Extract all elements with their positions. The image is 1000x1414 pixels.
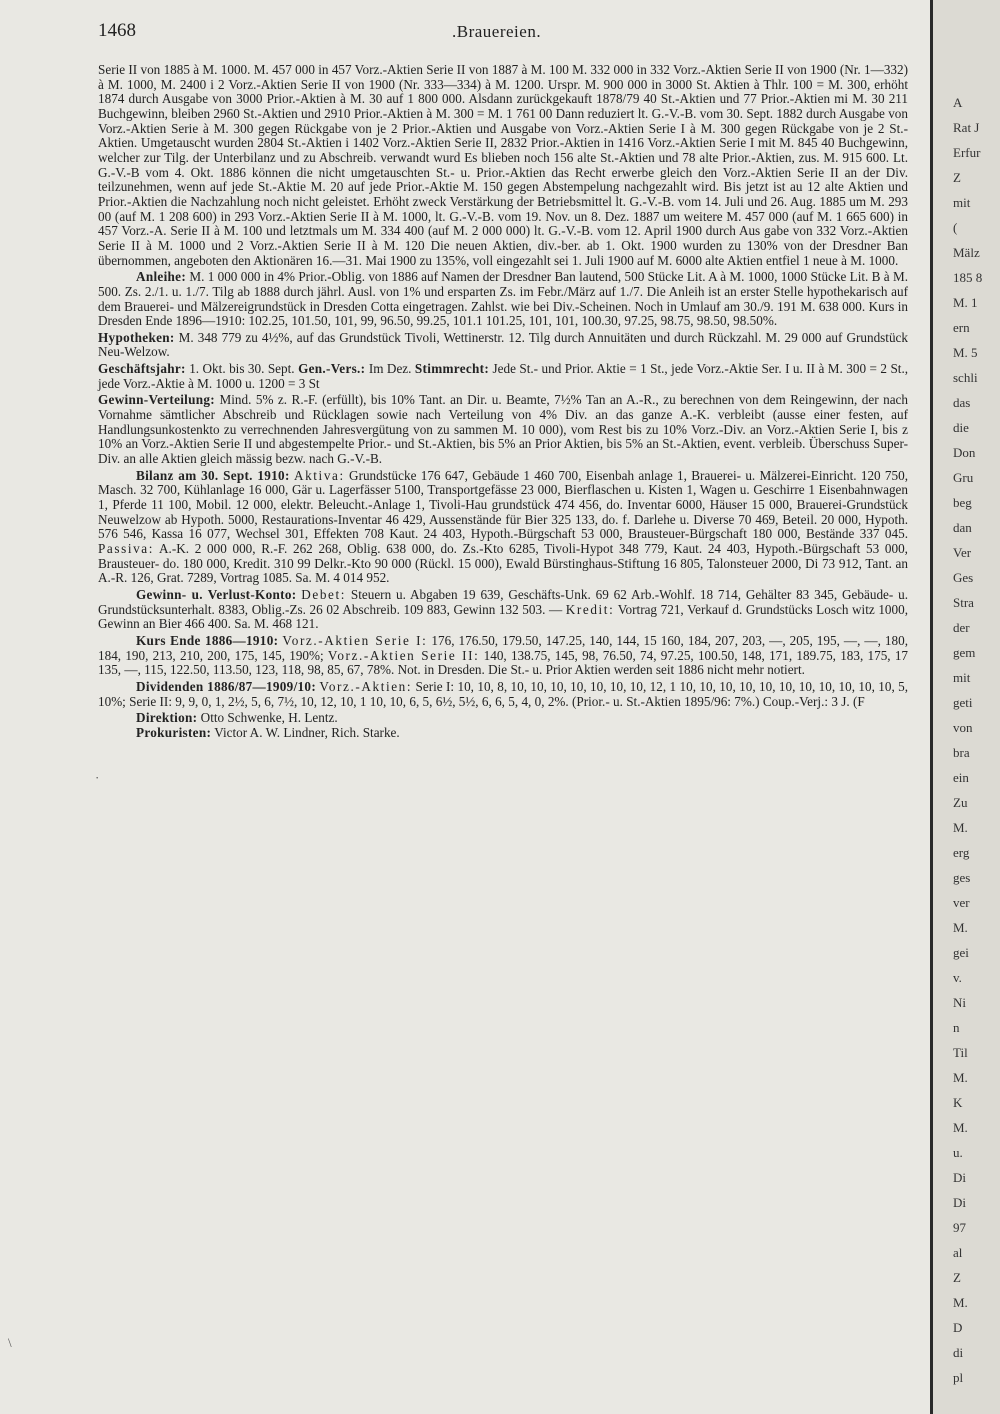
debet-label: Debet: [301, 586, 347, 602]
passiva-label: Passiva: [98, 541, 155, 556]
edge-fragment: M. [953, 1120, 968, 1135]
capital-history-paragraph: Serie II von 1885 à M. 1000. M. 457 000 in 457 Vorz.-Aktien Serie II von 1887 à M. 100 M. 332 000 in 332 Vorz.-Aktien Serie II von 1900 (Nr. 1—332) à M. 1000, M. 2400 i 2 Vorz.-Aktien Serie II von 1900 (Nr. 333—334) à M. 1200. Urspr. M. 900 000 in 3000 St. Aktien à Thlr. 100 = M. 300, erhöht 1874 durch Ausgabe von 3000 Prior.-Aktien à M. 30 auf 1 800 000. Alsdann zurückgekauft 1878/79 40 St.-Aktien und 77 Prior.-Aktien mi M. 30 211 Buchgewinn, bleiben 2960 St.-Aktien und 2910 Prior.-Aktien à M. 300 = M. 1 761 00 Dann reduziert lt. G.-V.-B. vom 30. Sept. 1882 durch Ausgabe von Vorz.-Aktien Serie à M. 300 gegen Rückgabe von je 2 Prior.-Aktien und Ausgabe von Vorz.-Aktien Serie I à M. 300 gegen Rückgabe von je 2 St.-Aktien. Umgetauscht wurden 2804 St.-Aktien i 1402 Vorz.-Aktien Serie II, 2832 Prior.-Aktien in 1416 Vorz.-Aktien Serie I mit M. 845 40 Buchgewinn, welcher zur Tilg. der Unterbilanz und zu Abschreib. verwandt wurd Es blieben noch 156 alte St.-Aktien und 78 alte Prior.-Aktien, zus. M. 915 600. Lt. G.-V.-B vom 4. Okt. 1886 können die nicht umgetauschten St.- u. Prior.-Aktien das Recht erwerbe gleich den Vorz.-Aktien Serie II an der Div. teilzunehmen, wenn auf jede St.-Aktie M. 20 auf jede Prior.-Aktie M. 150 gegen Abstempelung nachgezahlt wird. Bis jetzt ist au 12 alte Aktien und Prior.-Aktien die Nachzahlung noch nicht geleistet. Erhöht zweck Verstärkung der Betriebsmittel lt. G.-V.-B. vom 14. Juli und 26. Aug. 1885 um M. 293 00 (auf M. 1 208 600) in 293 Vorz.-Aktien Serie II à M. 1000, lt. G.-V.-B. vom 19. Nov. un 8. Dez. 1887 um weitere M. 457 000 (auf M. 1 665 600) in 457 Vorz.-A. Serie II à M. 100 und letztmals um M. 334 400 (auf M. 2 000 000) lt. G.-V.-B. vom 12. April 1900 durch Aus gabe von 332 Vorz.-Aktien Serie II à M. 1000 und 2 Vorz.-Aktien Serie II à M. 120 Die neuen Aktien, div.-ber. ab 1. Okt. 1900 wurden zu 130% von der Dresdner Ban übernommen, angeboten den Aktionären 16.—31. Mai 1900 zu 135%, voll eingezahlt sei 1. Juli 1900 auf M. 6000 alte Aktien entfiel 1 neue à M. 1000. [98, 62, 908, 268]
edge-fragment: M. [953, 820, 968, 835]
edge-fragment: Don [953, 445, 976, 460]
edge-fragment: M. 5 [953, 345, 978, 360]
stimmrecht-text: Jede St.- und Prior. Aktie = 1 St., jede Vorz.-Aktie Ser. I u. II à M. 300 = 2 St., jede Vorz.-Aktie à M. 1000 u. 1200 = 3 St [98, 361, 909, 391]
kurs-label: Kurs Ende 1886—1910: [136, 632, 279, 648]
edge-fragment: n [953, 1020, 960, 1035]
edge-fragment: 97 [953, 1220, 966, 1235]
edge-fragment: A [953, 95, 963, 110]
edge-fragment: M. 1 [953, 295, 978, 310]
hypotheken-text: M. 348 779 zu 4½%, auf das Grundstück Tivoli, Wettinerstr. 12. Tilg durch Annuitäten und durch Rückzahl. M. 29 000 auf Grundstück Neu-Welzow. [98, 329, 908, 360]
kurs-serie2-values: 140, 138.75, 145, 98, 76.50, 74, 97.25, 100.50, 148, 171, 189.75, 183, 175, 17 135, —, 115, 122.50, 113.50, 123, 118, 98, 85, 67, 78%. Not. in Dresden. Die St.- u. Prior Aktien werden seit 1886 nicht mehr notiert. [98, 647, 909, 678]
anleihe-section [98, 270, 908, 329]
anleihe-label: Anleihe: [136, 269, 187, 285]
gewinn-text: Mind. 5% z. R.-F. (erfüllt), bis 10% Tant. an Dir. u. Beamte, 7½% Tan an A.-R., zu berechnen von dem Reingewinn, der nach Vornahme sämtlicher Abschreib und Rücklagen sowie nach Verteilung von 4% Div. an das ganze A.-K. verbleibt (ausse einer festen, auf Handlungsunkostenkto zu verrechnenden Jahresvergütung von zu sammen M. 10 000), vom Rest bis zu 10% Vorz.-Div. an Vorz.-Aktien Serie I, bis z 10% an Vorz.-Aktien Serie II und abgestempelte Prior.- und St.-Aktien, bis 5% an Prior Aktien, bis 5% an St.-Aktien, event. verbleib. Überschuss Super-Div. an alle Aktien gleich mässig bezw. nach G.-V.-B. [98, 392, 908, 467]
edge-fragment: Ver [953, 545, 972, 560]
dividenden-section [98, 680, 908, 709]
dividenden-serie2: Serie II: 9, 9, 0, 1, 2½, 5, 6, 7½, 10, 12, 10, 1 10, 10, 6, 5, 6½, 5½, 6, 6, 5, 4, 0, 2%. (Prior.- u. St.-Aktien 1895/96: 7%.) Coup.-Verj.: 3 J. (F [129, 693, 865, 709]
edge-fragment: di [953, 1345, 964, 1360]
edge-fragment: Mälz [953, 245, 980, 260]
prokuristen-label: Prokuristen: [136, 724, 212, 740]
dividenden-serie1: Serie I: 10, 10, 8, 10, 10, 10, 10, 10, 10, 10, 12, 1 10, 10, 10, 10, 10, 10, 10, 10, 10, 10, 10, 5, 10%; [98, 678, 909, 709]
kurs-serie2-label: Vorz.-Aktien Serie II: [327, 647, 480, 663]
bilanz-label: Bilanz am 30. Sept. 1910: [136, 467, 290, 483]
prokuristen-section [98, 726, 908, 741]
text-column [98, 63, 908, 741]
edge-fragment: Z [953, 1270, 961, 1285]
kurs-serie1-label: Vorz.-Aktien Serie I: [282, 632, 428, 648]
edge-fragment: v. [953, 970, 962, 985]
edge-fragment: ver [953, 895, 970, 910]
dividenden-vorz-label: Vorz.-Aktien: [319, 678, 413, 694]
running-head: .Brauereien. [452, 22, 542, 41]
edge-fragment: u. [953, 1145, 963, 1160]
edge-fragment: 185 8 [953, 270, 983, 285]
kurs-serie1-values: 176, 176.50, 179.50, 147.25, 140, 144, 15 160, 184, 207, 203, —, 205, 195, —, —, 180, 184, 190, 213, 210, 200, 175, 145, 190%; [98, 632, 909, 663]
gen-vers-label: Gen.-Vers.: [298, 361, 366, 377]
meta-section [98, 362, 908, 391]
edge-fragment: D [953, 1320, 963, 1335]
edge-fragment: von [953, 720, 973, 735]
direktion-label: Direktion: [136, 710, 198, 726]
edge-fragment: ( [953, 220, 958, 235]
aktiva-text: Grundstücke 176 647, Gebäude 1 460 700, Eisenbah anlage 1, Brauerei- u. Mälzerei-Einricht. 120 750, Masch. 32 700, Kühlanlage 16 000, Gär u. Lagerfässer 5100, Transportgefässe 23 000, Bierflaschen u. Kisten 1, Wagen u. Geschirre 1 Eisenbahnwagen 1, Pferde 11 100, Mobil. 12 000, elektr. Beleucht.-Anlage 1, Tivoli-Hau grundstück 474 456, do. Inventar 6000, Häuser 15 000, Brauerei-Grundstück Neuwelzow ab Hypoth. 5000, Restaurations-Inventar 46 429, Aussenstände für Bier 325 133, do. f. Darlehe u. Diverse 70 469, Beteil. 20 000, Hypoth. 576 546, Kassa 16 077, Wechsel 301, Effekten 708 Kaut. 24 403, Hypoth.-Bürgschaft 53 000, Brausteuer-Bürgschaft 180 000, Bestände 337 045. [98, 467, 909, 542]
edge-fragment: Di [953, 1170, 966, 1185]
edge-fragment: der [953, 620, 970, 635]
edge-fragment: die [953, 420, 969, 435]
hypotheken-section [98, 331, 908, 360]
gutter-line [930, 0, 933, 1414]
edge-fragment: pl [953, 1370, 964, 1385]
edge-fragment: mit [953, 195, 971, 210]
debet-text: Steuern u. Abgaben 19 639, Geschäfts-Unk. 69 62 Arb.-Wohlf. 18 714, Gehälter 83 345, Gebäude- u. Grundstücksunterhalt. 8383, Oblig.-Zs. 26 02 Abschreib. 109 883, Gewinn 132 503. — [98, 586, 909, 617]
edge-fragment: M. [953, 1070, 968, 1085]
edge-fragment: al [953, 1245, 963, 1260]
direktion-text: Otto Schwenke, H. Lentz. [200, 710, 338, 726]
prokuristen-text: Victor A. W. Lindner, Rich. Starke. [214, 724, 400, 740]
page-number: 1468 [98, 20, 136, 41]
kredit-label: Kredit: [565, 601, 615, 617]
edge-fragment: Erfur [953, 145, 981, 160]
kredit-text: Vortrag 721, Verkauf d. Grundstücks Losch witz 1000, Gewinn an Bier 466 400. Sa. M. 468 121. [98, 601, 908, 632]
edge-fragment: M. [953, 1295, 968, 1310]
guv-label: Gewinn- u. Verlust-Konto: [136, 586, 297, 602]
direktion-section [98, 711, 908, 726]
edge-fragment: bra [953, 745, 970, 760]
edge-fragment: Gru [953, 470, 974, 485]
dividenden-label: Dividenden 1886/87—1909/10: [136, 678, 317, 694]
edge-fragment: dan [953, 520, 972, 535]
geschaeftsjahr-label: Geschäftsjahr: [98, 361, 186, 377]
hypotheken-label: Hypotheken: [98, 329, 175, 345]
kurs-section [98, 634, 908, 678]
edge-fragment: K [953, 1095, 963, 1110]
edge-fragment: Ni [953, 995, 966, 1010]
edge-fragment: Ges [953, 570, 974, 585]
geschaeftsjahr-text: 1. Okt. bis 30. Sept. [189, 361, 295, 377]
margin-mark-left: · [95, 770, 100, 785]
edge-fragment: erg [953, 845, 970, 860]
edge-fragment: Stra [953, 595, 974, 610]
edge-fragment: Zu [953, 795, 968, 810]
edge-fragment: ern [953, 320, 970, 335]
guv-section [98, 588, 908, 632]
edge-fragment: gem [953, 645, 976, 660]
edge-fragment: geti [953, 695, 973, 710]
edge-fragment: Rat J [953, 120, 980, 135]
edge-fragment: ein [953, 770, 969, 785]
bilanz-section [98, 469, 908, 586]
gewinn-label: Gewinn-Verteilung: [98, 392, 216, 408]
edge-fragment: Til [953, 1045, 968, 1060]
stimmrecht-label: Stimmrecht: [414, 361, 490, 377]
passiva-text: A.-K. 2 000 000, R.-F. 262 268, Oblig. 638 000, do. Zs.-Kto 6285, Tivoli-Hypot 348 779, Kaut. 24 403, Hypoth.-Bürgschaft 53 000, Brausteuer- do. 180 000, Kredit. 310 99 Delkr.-Kto 90 000 (Rückl. 15 000), Ewald Bürstinghaus-Stiftung 16 805, Talonsteuer 2000, Di 73 912, Tant. an A.-R. 126, Grat. 7289, Vortrag 1085. Sa. M. 4 014 952. [98, 541, 908, 586]
aktiva-label: Aktiva: [293, 467, 345, 483]
anleihe-text: M. 1 000 000 in 4% Prior.-Oblig. von 1886 auf Namen der Dresdner Ban lautend, 500 Stücke Lit. A à M. 1000, 1000 Stücke Lit. B à M. 500. Zs. 2./1. u. 1./7. Tilg ab 1888 durch jährl. Ausl. von 1% und ersparten Zs. im Febr./März auf 1./7. Die Anleih ist an erster Stelle hypothekarisch auf dem Brauerei- und Mälzereigrundstück in Dresden Cotta eingetragen. Zahlst. wie bei Div.-Scheinen. Noch in Umlauf am 30./9. 191 M. 638 000. Kurs in Dresden Ende 1896—1910: 102.25, 101.50, 101, 99, 96.50, 99.25, 101.1 101.25, 101, 101, 100.30, 97.25, 98.75, 98.50, 98.50%. [98, 269, 908, 329]
edge-fragment: beg [953, 495, 972, 510]
margin-mark-bottom: \ [8, 1335, 12, 1350]
gen-vers-text: Im Dez. [368, 361, 412, 377]
edge-fragment: mit [953, 670, 971, 685]
edge-fragment: Di [953, 1195, 966, 1210]
edge-fragment: ges [953, 870, 971, 885]
edge-fragment: Z [953, 170, 961, 185]
edge-fragment: gei [953, 945, 969, 960]
gewinn-section [98, 393, 908, 466]
edge-fragment: M. [953, 920, 968, 935]
edge-fragment: schli [953, 370, 978, 385]
edge-fragment: das [953, 395, 971, 410]
